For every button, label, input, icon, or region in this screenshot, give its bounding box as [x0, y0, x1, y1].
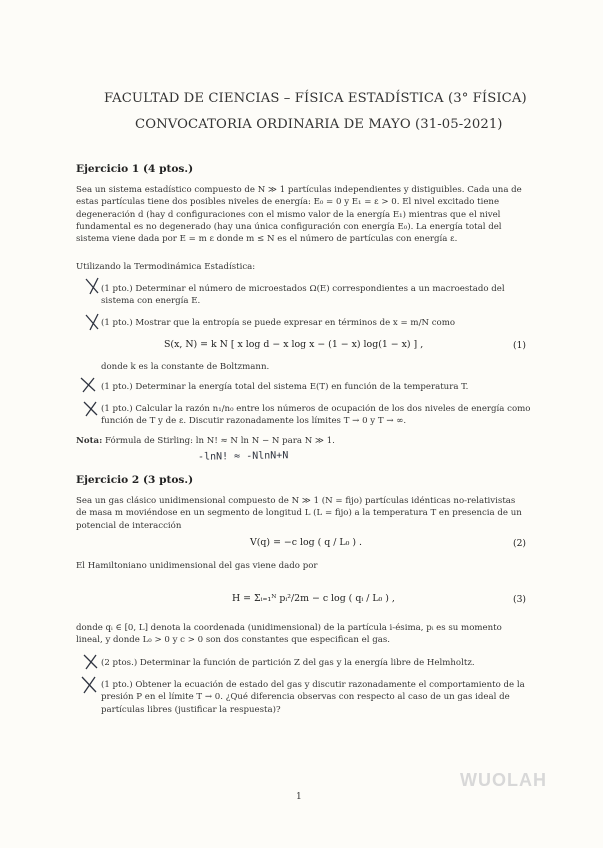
equation-2-number: (2) [513, 538, 527, 549]
crossed-checkmark-icon [84, 312, 102, 332]
exercise-1-item-b: (1 pto.) Mostrar que la entropía se puede expresar en términos de x = m/N como [101, 318, 456, 328]
exercise-2-ham-lead: El Hamiltoniano unidimensional del gas viene dado por [76, 561, 318, 571]
exercise-2-definitions: donde qᵢ ∈ [0, L] denota la coordenada (unidimensional) de la partícula i-ésima, pᵢ es su momento lineal, y donde L₀ > 0 y c > 0 son dos constantes que especifican el gas. [76, 623, 502, 646]
crossed-checkmark-icon [82, 653, 100, 671]
exercise-1-where-k: donde k es la constante de Boltzmann. [101, 362, 270, 372]
exercise-1-intro: Sea un sistema estadístico compuesto de N ≫ 1 partículas independientes y distiguibles. Cada una de estas partículas tiene dos posibles niveles de energía: E₀ = 0 y E₁ = ε > 0. El nivel excitado tiene degeneración d (hay d configuraciones con el mismo valor de la energía E₁) mientras que el nivel fundamental es no degenerado (hay una única configuración con energía E₀). La energía total del sistema viene dada por E = m ε donde m ≤ N es el número de partículas con energía ε. [76, 185, 522, 245]
note-label: Nota: [76, 436, 103, 446]
equation-3-number: (3) [513, 594, 527, 605]
exercise-1-item-c: (1 pto.) Determinar la energía total del sistema E(T) en función de la temperatura T. [101, 382, 469, 392]
exercise-2-item-a: (2 ptos.) Determinar la función de partición Z del gas y la energía libre de Helmholtz. [101, 658, 475, 668]
page-number: 1 [296, 792, 302, 802]
exercise-2-title: Ejercicio 2 (3 ptos.) [76, 474, 194, 486]
crossed-checkmark-icon [82, 400, 100, 418]
exercise-1-item-d: (1 pto.) Calcular la razón n₁/n₀ entre los números de ocupación de los dos niveles de energía como función de T y de ε. Discutir razonadamente los límites T → 0 y T → ∞. [101, 404, 531, 427]
equation-3: H = Σᵢ₌₁ᴺ pᵢ²/2m − c log ( qᵢ / L₀ ) , [232, 593, 395, 604]
equation-2: V(q) = −c log ( q / L₀ ) . [250, 537, 362, 548]
equation-1: S(x, N) = k N [ x log d − x log x − (1 − x) log(1 − x) ] , [164, 339, 424, 350]
handwritten-annotation: -lnN! ≈ -NlnN+N [197, 450, 289, 463]
crossed-checkmark-icon [79, 376, 99, 394]
note-text: Fórmula de Stirling: ln N! ≈ N ln N − N para N ≫ 1. [105, 436, 335, 446]
header-subtitle: CONVOCATORIA ORDINARIA DE MAYO (31-05-2021) [135, 117, 503, 132]
crossed-checkmark-icon [84, 276, 102, 296]
watermark-logo: WUOLAH [460, 770, 547, 790]
exercise-1-lead: Utilizando la Termodinámica Estadística: [76, 262, 256, 272]
exercise-2-item-b: (1 pto.) Obtener la ecuación de estado del gas y discutir razonadamente el comportamiento de la presión P en el límite T → 0. ¿Qué diferencia observas con respecto al caso de un gas ideal de partículas libres (justificar la respuesta)? [101, 680, 525, 715]
exercise-1-note [76, 436, 335, 446]
exercise-1-item-a: (1 pto.) Determinar el número de microestados Ω(E) correspondientes a un macroestado del sistema con energía E. [101, 284, 505, 307]
equation-1-number: (1) [513, 340, 527, 351]
exercise-2-intro: Sea un gas clásico unidimensional compuesto de N ≫ 1 (N = fijo) partículas idénticas no-relativistas de masa m moviéndose en un segmento de longitud L (L = fijo) a la temperatura T en presencia de un potencial de interacción [76, 496, 522, 531]
header-title: FACULTAD DE CIENCIAS – FÍSICA ESTADÍSTICA (3° FÍSICA) [104, 91, 527, 106]
crossed-checkmark-icon [80, 675, 100, 695]
exercise-1-title: Ejercicio 1 (4 ptos.) [76, 163, 194, 175]
